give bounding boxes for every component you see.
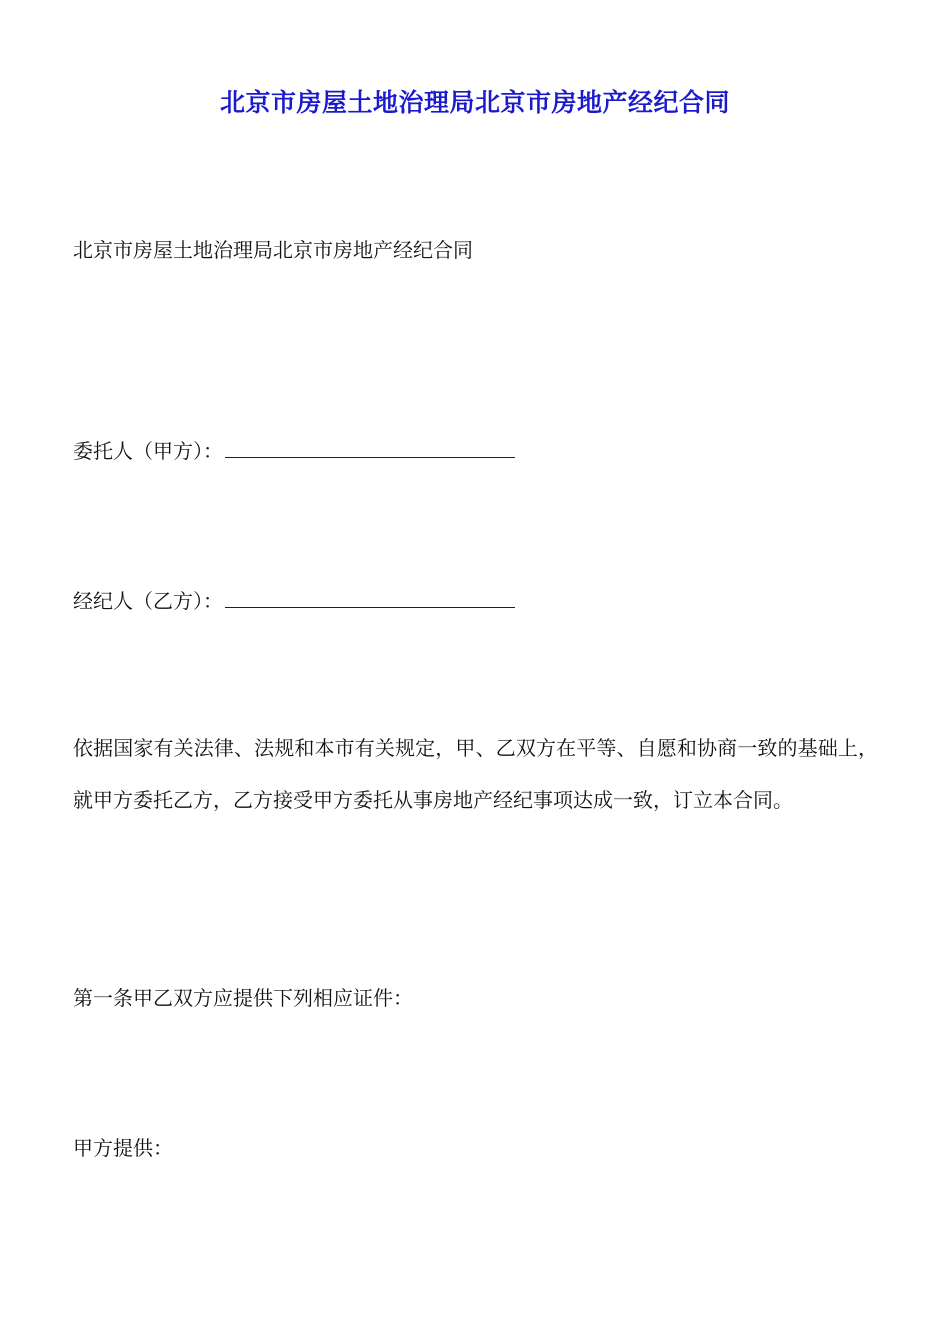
party-a-label: 委托人（甲方）： [73,439,223,463]
preamble-paragraph: 依据国家有关法律、法规和本市有关规定，甲、乙双方在平等、自愿和协商一致的基础上，就甲方委托乙方，乙方接受甲方委托从事房地产经纪事项达成一致，订立本合同。 [73,736,878,812]
party-b-row [73,587,515,614]
party-a-blank-line [225,437,515,458]
party-a-provides-label: 甲方提供： [73,1136,173,1160]
party-b-blank-line [225,587,515,608]
party-a-row [73,437,515,464]
document-title: 北京市房屋土地治理局北京市房地产经纪合同 [219,88,730,117]
article-1-heading: 第一条甲乙双方应提供下列相应证件： [73,986,413,1010]
document-subtitle: 北京市房屋土地治理局北京市房地产经纪合同 [73,238,473,262]
party-b-label: 经纪人（乙方）： [73,589,223,613]
